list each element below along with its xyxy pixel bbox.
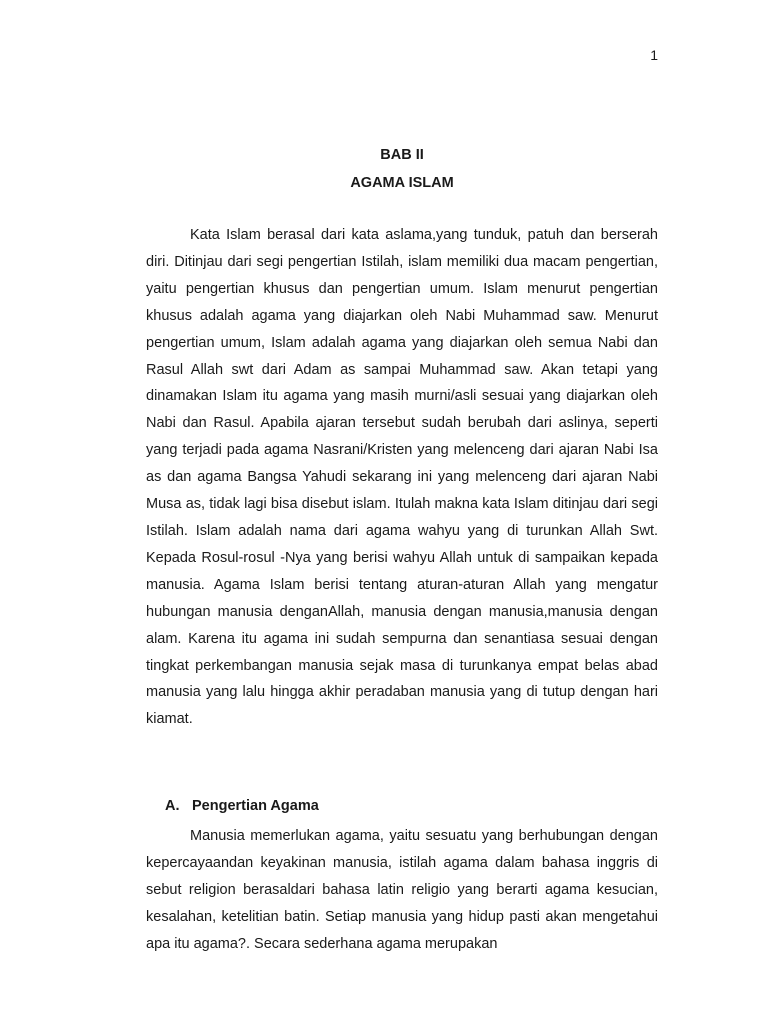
page-number: 1	[650, 47, 658, 63]
chapter-title: AGAMA ISLAM	[350, 175, 454, 191]
section-heading-a	[165, 798, 319, 814]
chapter-label: BAB II	[380, 147, 424, 163]
intro-paragraph: Kata Islam berasal dari kata aslama,yang tunduk, patuh dan berserah diri. Ditinjau dari segi pengertian Istilah, islam memiliki dua macam pengertian, yaitu pengertian khusus dan pengertian umum. Islam menurut pengertian khusus adalah agama yang diajarkan oleh Nabi Muhammad saw. Menurut pengertian umum, Islam adalah agama yang diajarkan oleh semua Nabi dan Rasul Allah swt dari Adam as sampai Muhammad saw. Akan tetapi yang dinamakan Islam itu agama yang masih murni/asli sesuai yang diajarkan oleh Nabi dan Rasul. Apabila ajaran tersebut sudah berubah dari aslinya, seperti yang terjadi pada agama Nasrani/Kristen yang melenceng dari ajaran Nabi Isa as dan agama Bangsa Yahudi sekarang ini yang melenceng dari ajaran Nabi Musa as, tidak lagi bisa disebut islam. Itulah makna kata Islam ditinjau dari segi Istilah. Islam adalah nama dari agama wahyu yang di turunkan Allah Swt. Kepada Rosul-rosul -Nya yang berisi wahyu Allah untuk di sampaikan kepada manusia. Agama Islam berisi tentang aturan-aturan Allah yang mengatur hubungan manusia denganAllah, manusia dengan manusia,manusia dengan alam. Karena itu agama ini sudah sempurna dan senantiasa sesuai dengan tingkat perkembangan manusia sejak masa di turunkanya empat belas abad manusia yang lalu hingga akhir peradaban manusia yang di tutup dengan hari kiamat.	[146, 227, 658, 728]
section-title: Pengertian Agama	[192, 798, 319, 814]
section-letter: A.	[165, 798, 180, 814]
section-a-paragraph: Manusia memerlukan agama, yaitu sesuatu yang berhubungan dengan kepercayaandan keyakinan manusia, istilah agama dalam bahasa inggris di sebut religion berasaldari bahasa latin religio yang berarti agama kesucian, kesalahan, ketelitian batin. Setiap manusia yang hidup pasti akan mengetahui apa itu agama?. Secara sederhana agama merupakan	[146, 828, 658, 952]
